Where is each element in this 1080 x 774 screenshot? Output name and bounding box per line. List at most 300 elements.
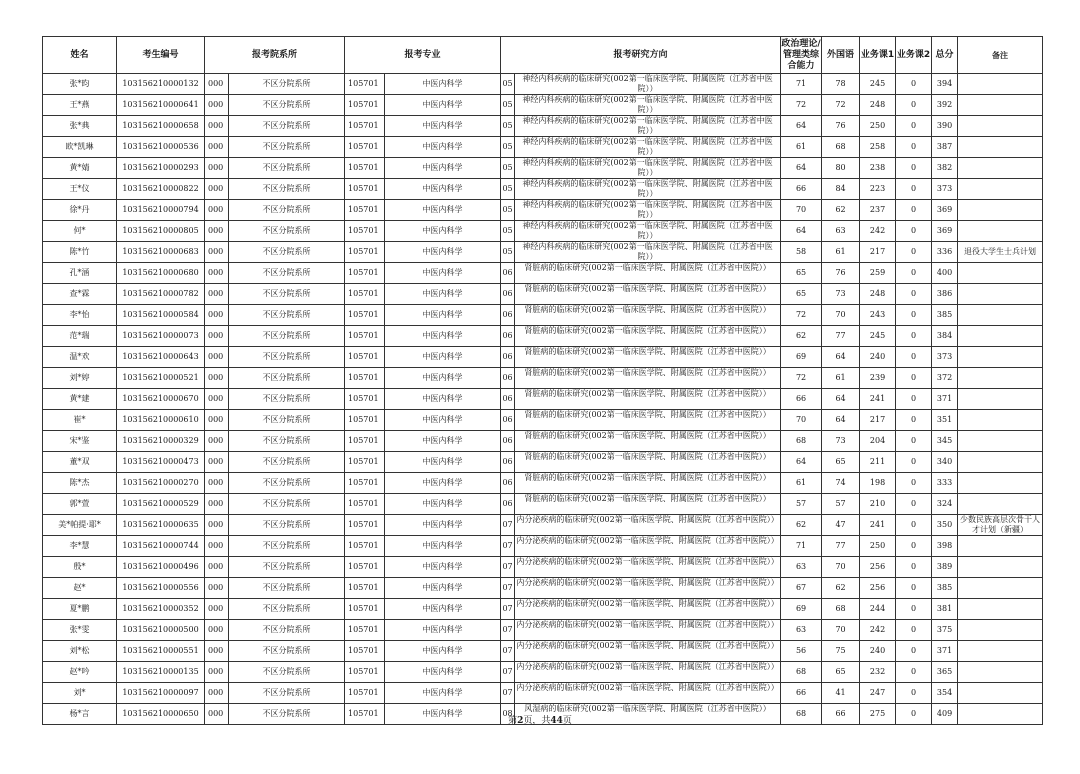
cell-note [958, 599, 1043, 620]
cell-name: 刘*松 [43, 641, 117, 662]
cell-name: 欧*凯琳 [43, 137, 117, 158]
cell-foreign-score: 84 [822, 179, 860, 200]
cell-direction: 神经内科疾病的临床研究(002第一临床医学院、附属医院（江苏省中医院）） [522, 74, 773, 93]
cell-major-code: 105701 [345, 515, 385, 536]
cell-direction-cell [515, 578, 781, 599]
cell-dept-code: 000 [205, 368, 229, 389]
cell-direction: 肾脏病的临床研究(002第一临床医学院、附属医院（江苏省中医院）） [524, 305, 771, 314]
cell-course1-score: 211 [860, 452, 896, 473]
cell-politics-score: 64 [781, 452, 822, 473]
cell-course1-score: 198 [860, 473, 896, 494]
cell-direction-code: 05 [501, 179, 515, 200]
cell-dept: 不区分院系所 [229, 305, 345, 326]
cell-exam-no: 103156210000635 [117, 515, 205, 536]
cell-name: 李*怡 [43, 305, 117, 326]
cell-note [958, 158, 1043, 179]
cell-direction-cell [515, 557, 781, 578]
cell-dept: 不区分院系所 [229, 200, 345, 221]
cell-dept-code: 000 [205, 641, 229, 662]
cell-note [958, 578, 1043, 599]
cell-major: 中医内科学 [385, 200, 501, 221]
table-row [43, 683, 1043, 704]
cell-exam-no: 103156210000680 [117, 263, 205, 284]
cell-course1-score: 238 [860, 158, 896, 179]
cell-foreign-score: 70 [822, 557, 860, 578]
table-row [43, 368, 1043, 389]
cell-direction-cell [515, 347, 781, 368]
page-prefix: 第 [508, 716, 518, 726]
cell-exam-no: 103156210000805 [117, 221, 205, 242]
cell-direction-code: 07 [501, 599, 515, 620]
cell-dept-code: 000 [205, 158, 229, 179]
cell-note [958, 263, 1043, 284]
table-row [43, 305, 1043, 326]
cell-course2-score: 0 [896, 347, 932, 368]
cell-name: 郭*萱 [43, 494, 117, 515]
cell-course2-score: 0 [896, 95, 932, 116]
cell-major: 中医内科学 [385, 368, 501, 389]
cell-direction-cell [515, 263, 781, 284]
cell-total-score: 382 [932, 158, 958, 179]
cell-total-score: 384 [932, 326, 958, 347]
cell-course1-score: 241 [860, 389, 896, 410]
cell-direction: 内分泌疾病的临床研究(002第一临床医学院、附属医院（江苏省中医院）） [516, 557, 779, 566]
table-row [43, 95, 1043, 116]
cell-direction-code: 06 [501, 494, 515, 515]
cell-foreign-score: 57 [822, 494, 860, 515]
cell-major: 中医内科学 [385, 515, 501, 536]
cell-dept: 不区分院系所 [229, 95, 345, 116]
cell-major: 中医内科学 [385, 158, 501, 179]
table-body [43, 74, 1043, 725]
cell-major-code: 105701 [345, 305, 385, 326]
cell-direction-code: 07 [501, 641, 515, 662]
cell-name: 孔*涵 [43, 263, 117, 284]
cell-name: 徐*丹 [43, 200, 117, 221]
cell-foreign-score: 66 [822, 704, 860, 725]
cell-dept-code: 000 [205, 95, 229, 116]
cell-name: 何* [43, 221, 117, 242]
cell-total-score: 372 [932, 368, 958, 389]
cell-direction-code: 05 [501, 158, 515, 179]
cell-dept-code: 000 [205, 473, 229, 494]
cell-direction-cell [515, 95, 781, 116]
cell-direction-code: 06 [501, 473, 515, 494]
header-exam-no: 考生编号 [117, 37, 205, 74]
cell-total-score: 386 [932, 284, 958, 305]
page-suffix: 页 [562, 716, 572, 726]
cell-exam-no: 103156210000473 [117, 452, 205, 473]
cell-major-code: 105701 [345, 389, 385, 410]
cell-dept: 不区分院系所 [229, 158, 345, 179]
cell-foreign-score: 64 [822, 347, 860, 368]
cell-politics-score: 68 [781, 662, 822, 683]
cell-major: 中医内科学 [385, 305, 501, 326]
table-row [43, 536, 1043, 557]
cell-course1-score: 245 [860, 326, 896, 347]
cell-major-code: 105701 [345, 578, 385, 599]
cell-dept-code: 000 [205, 410, 229, 431]
cell-major: 中医内科学 [385, 410, 501, 431]
cell-major: 中医内科学 [385, 263, 501, 284]
cell-total-score: 354 [932, 683, 958, 704]
cell-course1-score: 245 [860, 74, 896, 95]
cell-major: 中医内科学 [385, 347, 501, 368]
cell-note [958, 662, 1043, 683]
cell-direction: 神经内科疾病的临床研究(002第一临床医学院、附属医院（江苏省中医院）） [522, 137, 773, 156]
cell-direction-cell [515, 452, 781, 473]
cell-name: 宋*鉴 [43, 431, 117, 452]
cell-dept: 不区分院系所 [229, 683, 345, 704]
cell-direction-cell [515, 305, 781, 326]
cell-name: 范*瑞 [43, 326, 117, 347]
cell-major-code: 105701 [345, 221, 385, 242]
cell-direction-code: 07 [501, 662, 515, 683]
cell-foreign-score: 74 [822, 473, 860, 494]
cell-exam-no: 103156210000610 [117, 410, 205, 431]
cell-dept: 不区分院系所 [229, 704, 345, 725]
cell-foreign-score: 77 [822, 536, 860, 557]
cell-note [958, 74, 1043, 95]
cell-direction: 神经内科疾病的临床研究(002第一临床医学院、附属医院（江苏省中医院）） [522, 116, 773, 135]
cell-dept-code: 000 [205, 683, 229, 704]
cell-major-code: 105701 [345, 200, 385, 221]
cell-course2-score: 0 [896, 242, 932, 263]
table-row [43, 599, 1043, 620]
cell-exam-no: 103156210000293 [117, 158, 205, 179]
cell-exam-no: 103156210000521 [117, 368, 205, 389]
cell-total-score: 381 [932, 599, 958, 620]
cell-total-score: 400 [932, 263, 958, 284]
cell-course1-score: 242 [860, 221, 896, 242]
cell-major-code: 105701 [345, 704, 385, 725]
cell-course2-score: 0 [896, 704, 932, 725]
cell-direction: 肾脏病的临床研究(002第一临床医学院、附属医院（江苏省中医院）） [524, 389, 771, 398]
table-row [43, 620, 1043, 641]
cell-dept: 不区分院系所 [229, 578, 345, 599]
cell-dept-code: 000 [205, 452, 229, 473]
cell-direction: 风湿病的临床研究(002第一临床医学院、附属医院（江苏省中医院）） [524, 704, 771, 713]
cell-direction: 神经内科疾病的临床研究(002第一临床医学院、附属医院（江苏省中医院）） [522, 158, 773, 177]
cell-name: 张*雯 [43, 620, 117, 641]
cell-course1-score: 256 [860, 578, 896, 599]
cell-total-score: 385 [932, 578, 958, 599]
cell-major-code: 105701 [345, 74, 385, 95]
cell-major: 中医内科学 [385, 473, 501, 494]
cell-major: 中医内科学 [385, 116, 501, 137]
cell-course1-score: 239 [860, 368, 896, 389]
cell-major-code: 105701 [345, 452, 385, 473]
table-row [43, 473, 1043, 494]
cell-politics-score: 64 [781, 221, 822, 242]
header-major: 报考专业 [345, 37, 501, 74]
cell-direction-cell [515, 179, 781, 200]
cell-name: 夏*鹏 [43, 599, 117, 620]
cell-direction-cell [515, 368, 781, 389]
cell-name: 刘*婷 [43, 368, 117, 389]
cell-major: 中医内科学 [385, 389, 501, 410]
cell-direction-code: 05 [501, 221, 515, 242]
cell-direction: 神经内科疾病的临床研究(002第一临床医学院、附属医院（江苏省中医院）） [522, 221, 773, 240]
cell-exam-no: 103156210000496 [117, 557, 205, 578]
cell-note [958, 620, 1043, 641]
header-dept: 报考院系所 [205, 37, 345, 74]
cell-foreign-score: 62 [822, 200, 860, 221]
cell-direction: 神经内科疾病的临床研究(002第一临床医学院、附属医院（江苏省中医院）） [522, 179, 773, 198]
cell-direction: 神经内科疾病的临床研究(002第一临床医学院、附属医院（江苏省中医院）） [522, 200, 773, 219]
cell-note [958, 389, 1043, 410]
cell-note [958, 431, 1043, 452]
cell-major-code: 105701 [345, 620, 385, 641]
cell-direction-code: 07 [501, 620, 515, 641]
table-row [43, 515, 1043, 536]
cell-direction-cell [515, 515, 781, 536]
cell-major-code: 105701 [345, 473, 385, 494]
cell-major-code: 105701 [345, 95, 385, 116]
cell-direction-code: 05 [501, 116, 515, 137]
header-course1: 业务课1 [860, 37, 896, 74]
cell-politics-score: 70 [781, 410, 822, 431]
table-row [43, 662, 1043, 683]
cell-politics-score: 72 [781, 305, 822, 326]
cell-total-score: 369 [932, 200, 958, 221]
table-row [43, 389, 1043, 410]
cell-dept-code: 000 [205, 242, 229, 263]
cell-major-code: 105701 [345, 536, 385, 557]
cell-politics-score: 66 [781, 389, 822, 410]
cell-name: 崔* [43, 410, 117, 431]
cell-course2-score: 0 [896, 683, 932, 704]
table-row [43, 116, 1043, 137]
cell-politics-score: 67 [781, 578, 822, 599]
cell-course1-score: 204 [860, 431, 896, 452]
cell-major-code: 105701 [345, 179, 385, 200]
cell-direction-code: 05 [501, 74, 515, 95]
cell-total-score: 375 [932, 620, 958, 641]
cell-name: 赵* [43, 578, 117, 599]
header-name: 姓名 [43, 37, 117, 74]
page-footer [0, 713, 1080, 726]
cell-name: 陈*杰 [43, 473, 117, 494]
cell-total-score: 371 [932, 389, 958, 410]
cell-major: 中医内科学 [385, 242, 501, 263]
cell-direction-cell [515, 74, 781, 95]
cell-exam-no: 103156210000643 [117, 347, 205, 368]
cell-foreign-score: 68 [822, 137, 860, 158]
cell-dept: 不区分院系所 [229, 116, 345, 137]
cell-course1-score: 247 [860, 683, 896, 704]
header-foreign: 外国语 [822, 37, 860, 74]
header-note: 备注 [958, 37, 1043, 74]
cell-total-score: 351 [932, 410, 958, 431]
cell-exam-no: 103156210000584 [117, 305, 205, 326]
cell-direction: 肾脏病的临床研究(002第一临床医学院、附属医院（江苏省中医院）） [524, 326, 771, 335]
cell-politics-score: 61 [781, 137, 822, 158]
cell-course2-score: 0 [896, 599, 932, 620]
cell-direction-cell [515, 116, 781, 137]
header-direction: 报考研究方向 [501, 37, 781, 74]
cell-politics-score: 64 [781, 116, 822, 137]
cell-dept: 不区分院系所 [229, 515, 345, 536]
cell-foreign-score: 72 [822, 95, 860, 116]
cell-exam-no: 103156210000658 [117, 116, 205, 137]
cell-direction-cell [515, 662, 781, 683]
cell-politics-score: 63 [781, 557, 822, 578]
cell-note [958, 284, 1043, 305]
table-row [43, 431, 1043, 452]
table-row [43, 263, 1043, 284]
cell-exam-no: 103156210000270 [117, 473, 205, 494]
table-row [43, 326, 1043, 347]
cell-direction-cell [515, 158, 781, 179]
cell-dept-code: 000 [205, 74, 229, 95]
cell-major-code: 105701 [345, 116, 385, 137]
cell-course1-score: 240 [860, 347, 896, 368]
cell-major-code: 105701 [345, 557, 385, 578]
cell-total-score: 390 [932, 116, 958, 137]
table-row [43, 641, 1043, 662]
cell-course2-score: 0 [896, 326, 932, 347]
cell-direction: 肾脏病的临床研究(002第一临床医学院、附属医院（江苏省中医院）） [524, 368, 771, 377]
cell-name: 刘* [43, 683, 117, 704]
cell-note [958, 305, 1043, 326]
cell-foreign-score: 41 [822, 683, 860, 704]
cell-total-score: 394 [932, 74, 958, 95]
cell-direction: 内分泌疾病的临床研究(002第一临床医学院、附属医院（江苏省中医院）） [516, 536, 779, 545]
cell-direction-code: 06 [501, 452, 515, 473]
cell-note [958, 473, 1043, 494]
cell-note [958, 494, 1043, 515]
cell-dept: 不区分院系所 [229, 284, 345, 305]
cell-course1-score: 217 [860, 410, 896, 431]
cell-dept-code: 000 [205, 221, 229, 242]
cell-dept: 不区分院系所 [229, 599, 345, 620]
cell-major: 中医内科学 [385, 704, 501, 725]
cell-major: 中医内科学 [385, 95, 501, 116]
cell-direction-code: 06 [501, 389, 515, 410]
cell-direction-code: 07 [501, 578, 515, 599]
cell-direction-cell [515, 473, 781, 494]
cell-major: 中医内科学 [385, 494, 501, 515]
cell-name: 黄*建 [43, 389, 117, 410]
cell-note [958, 95, 1043, 116]
cell-course2-score: 0 [896, 515, 932, 536]
cell-course2-score: 0 [896, 431, 932, 452]
cell-direction: 肾脏病的临床研究(002第一临床医学院、附属医院（江苏省中医院）） [524, 494, 771, 503]
cell-exam-no: 103156210000744 [117, 536, 205, 557]
cell-direction: 内分泌疾病的临床研究(002第一临床医学院、附属医院（江苏省中医院）） [516, 515, 779, 524]
table-row [43, 221, 1043, 242]
cell-total-score: 371 [932, 641, 958, 662]
cell-foreign-score: 61 [822, 242, 860, 263]
cell-exam-no: 103156210000135 [117, 662, 205, 683]
cell-direction: 肾脏病的临床研究(002第一临床医学院、附属医院（江苏省中医院）） [524, 347, 771, 356]
cell-total-score: 333 [932, 473, 958, 494]
cell-foreign-score: 64 [822, 410, 860, 431]
cell-course2-score: 0 [896, 368, 932, 389]
cell-major: 中医内科学 [385, 326, 501, 347]
cell-total-score: 392 [932, 95, 958, 116]
cell-direction-code: 06 [501, 284, 515, 305]
cell-major: 中医内科学 [385, 221, 501, 242]
cell-major: 中医内科学 [385, 662, 501, 683]
cell-course2-score: 0 [896, 578, 932, 599]
cell-dept: 不区分院系所 [229, 473, 345, 494]
cell-dept: 不区分院系所 [229, 137, 345, 158]
cell-direction-code: 07 [501, 683, 515, 704]
cell-dept: 不区分院系所 [229, 620, 345, 641]
cell-note: 少数民族高层次骨干人才计划（新疆） [958, 515, 1043, 536]
cell-major: 中医内科学 [385, 284, 501, 305]
cell-dept: 不区分院系所 [229, 368, 345, 389]
cell-direction-code: 05 [501, 200, 515, 221]
cell-dept: 不区分院系所 [229, 410, 345, 431]
cell-note [958, 326, 1043, 347]
cell-exam-no: 103156210000670 [117, 389, 205, 410]
cell-total-score: 336 [932, 242, 958, 263]
cell-foreign-score: 76 [822, 116, 860, 137]
cell-dept: 不区分院系所 [229, 536, 345, 557]
cell-name: 张*昀 [43, 74, 117, 95]
cell-foreign-score: 80 [822, 158, 860, 179]
cell-direction: 肾脏病的临床研究(002第一临床医学院、附属医院（江苏省中医院）） [524, 263, 771, 272]
cell-course2-score: 0 [896, 200, 932, 221]
cell-course2-score: 0 [896, 494, 932, 515]
cell-dept: 不区分院系所 [229, 662, 345, 683]
cell-dept: 不区分院系所 [229, 452, 345, 473]
cell-foreign-score: 62 [822, 578, 860, 599]
cell-direction: 内分泌疾病的临床研究(002第一临床医学院、附属医院（江苏省中医院）） [516, 599, 779, 608]
cell-major: 中医内科学 [385, 536, 501, 557]
cell-exam-no: 103156210000536 [117, 137, 205, 158]
cell-course2-score: 0 [896, 221, 932, 242]
cell-direction-cell [515, 536, 781, 557]
cell-course2-score: 0 [896, 389, 932, 410]
cell-foreign-score: 63 [822, 221, 860, 242]
cell-direction-code: 08 [501, 704, 515, 725]
cell-politics-score: 71 [781, 74, 822, 95]
table-row [43, 242, 1043, 263]
cell-foreign-score: 65 [822, 662, 860, 683]
cell-foreign-score: 68 [822, 599, 860, 620]
cell-course2-score: 0 [896, 662, 932, 683]
cell-major: 中医内科学 [385, 557, 501, 578]
cell-politics-score: 71 [781, 536, 822, 557]
cell-dept-code: 000 [205, 494, 229, 515]
cell-note [958, 116, 1043, 137]
cell-total-score: 324 [932, 494, 958, 515]
cell-direction: 肾脏病的临床研究(002第一临床医学院、附属医院（江苏省中医院）） [524, 452, 771, 461]
cell-politics-score: 72 [781, 95, 822, 116]
cell-dept-code: 000 [205, 620, 229, 641]
cell-course1-score: 232 [860, 662, 896, 683]
cell-major: 中医内科学 [385, 683, 501, 704]
cell-note [958, 179, 1043, 200]
cell-note: 退役大学生士兵计划 [958, 242, 1043, 263]
cell-course1-score: 237 [860, 200, 896, 221]
cell-direction-code: 05 [501, 242, 515, 263]
cell-dept-code: 000 [205, 431, 229, 452]
cell-dept: 不区分院系所 [229, 221, 345, 242]
cell-direction-cell [515, 284, 781, 305]
cell-name: 黄*婧 [43, 158, 117, 179]
cell-dept: 不区分院系所 [229, 347, 345, 368]
cell-major-code: 105701 [345, 641, 385, 662]
cell-major-code: 105701 [345, 242, 385, 263]
cell-course2-score: 0 [896, 536, 932, 557]
cell-course2-score: 0 [896, 158, 932, 179]
cell-politics-score: 66 [781, 683, 822, 704]
